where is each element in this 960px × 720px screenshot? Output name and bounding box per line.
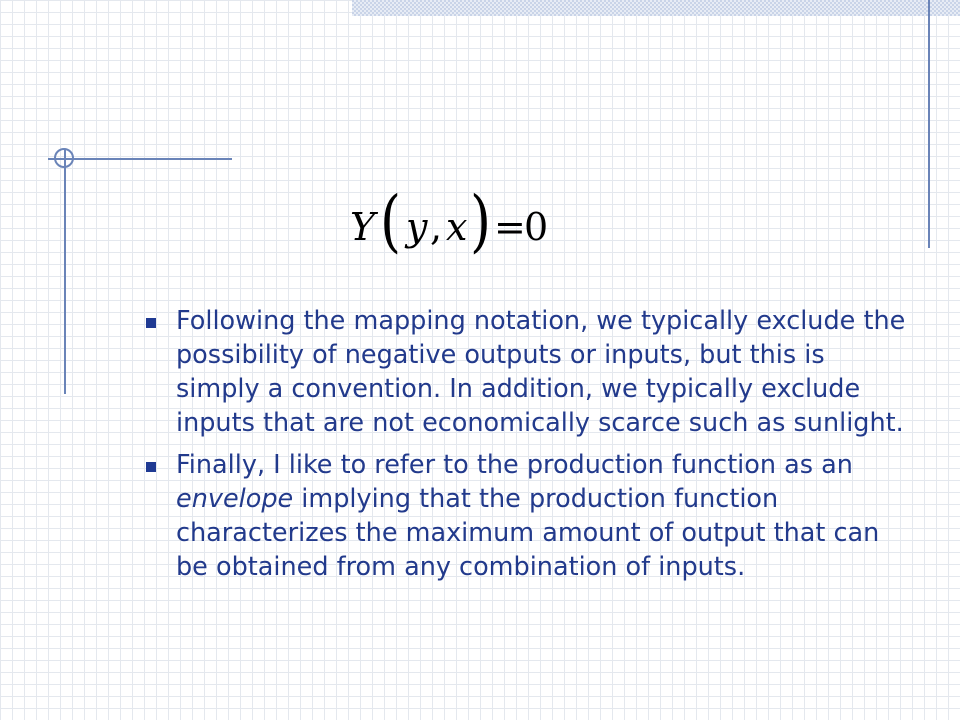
equation-y: y [406,205,428,249]
decorative-vertical-rule-left [64,150,66,394]
bullet-text-before: Finally, I like to refer to the production function as an [176,450,853,480]
bullet-square-icon [146,318,156,328]
decorative-top-band [352,0,960,16]
bullet-text-after: implying that the production function characterizes the maximum amount of output that can be obtained from any combination of inputs. [176,484,880,582]
bullet-item [146,304,906,440]
bullet-emphasis: envelope [176,484,294,514]
decorative-horizontal-rule [48,158,232,160]
bullet-list [146,304,906,592]
equation-equals: = [494,205,526,249]
equation-right-paren: ) [470,190,492,261]
equation-Y: Y [350,205,376,249]
bullet-item [146,448,906,584]
decorative-vertical-rule-right [928,0,930,248]
equation-comma: , [430,205,443,249]
bullet-square-icon [146,462,156,472]
production-equation [344,190,564,270]
bullet-text: Following the mapping notation, we typically exclude the possibility of negative outputs or inputs, but this is simply a convention. In addition, we typically exclude inputs that are not economically scarce such as sunlight. [176,306,906,438]
crosshair-circle-icon [54,148,74,168]
equation-zero: 0 [524,205,549,249]
equation-left-paren: ( [380,190,402,261]
equation-x: x [446,205,468,249]
